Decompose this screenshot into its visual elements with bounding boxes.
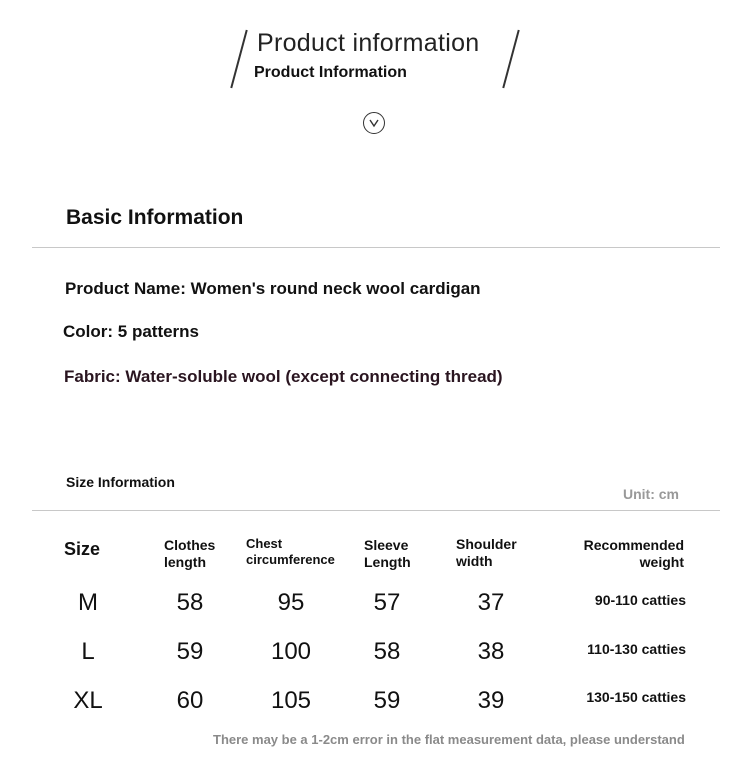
- cell-weight: 110-130 catties: [587, 641, 686, 657]
- product-name: Product Name: Women's round neck wool cardigan: [65, 279, 481, 298]
- cell-size: M: [78, 589, 98, 616]
- header-clothes-length: Clothes length: [164, 537, 216, 570]
- header-chest-circumference: Chest circumference: [246, 536, 335, 567]
- cell-weight: 130-150 catties: [586, 689, 686, 705]
- decorative-slash-left: [230, 30, 247, 88]
- divider: [32, 510, 720, 511]
- product-fabric: Fabric: Water-soluble wool (except connecting thread): [64, 367, 503, 386]
- cell-chest: 105: [270, 687, 312, 714]
- header-size: Size: [64, 539, 101, 559]
- cell-chest: 95: [277, 589, 305, 616]
- decorative-slash-right: [502, 30, 519, 88]
- divider: [32, 247, 720, 248]
- measurement-note: There may be a 1-2cm error in the flat measurement data, please understand: [213, 732, 685, 747]
- cell-weight: 90-110 catties: [594, 592, 686, 608]
- cell-clothes-length: 60: [176, 687, 204, 714]
- page-title: Product information: [257, 29, 480, 57]
- cell-shoulder: 37: [477, 589, 505, 616]
- cell-shoulder: 38: [477, 638, 505, 665]
- unit-label: Unit: cm: [623, 486, 679, 502]
- cell-size: XL: [73, 687, 103, 714]
- cell-chest: 100: [270, 638, 312, 665]
- cell-sleeve: 57: [373, 589, 401, 616]
- cell-shoulder: 39: [477, 687, 505, 714]
- cell-clothes-length: 58: [176, 589, 204, 616]
- chevron-down-circle-icon: [363, 112, 385, 134]
- header-shoulder-width: Shoulder width: [456, 536, 517, 569]
- basic-info-heading: Basic Information: [66, 206, 244, 229]
- header-sleeve-length: Sleeve Length: [364, 537, 411, 570]
- page-subtitle: Product Information: [254, 64, 407, 81]
- cell-clothes-length: 59: [176, 638, 204, 665]
- header-recommended-weight: Recommended weight: [583, 537, 684, 570]
- product-color: Color: 5 patterns: [63, 322, 200, 341]
- size-info-heading: Size Information: [66, 474, 175, 490]
- cell-size: L: [81, 638, 95, 665]
- cell-sleeve: 58: [373, 638, 401, 665]
- cell-sleeve: 59: [373, 687, 401, 714]
